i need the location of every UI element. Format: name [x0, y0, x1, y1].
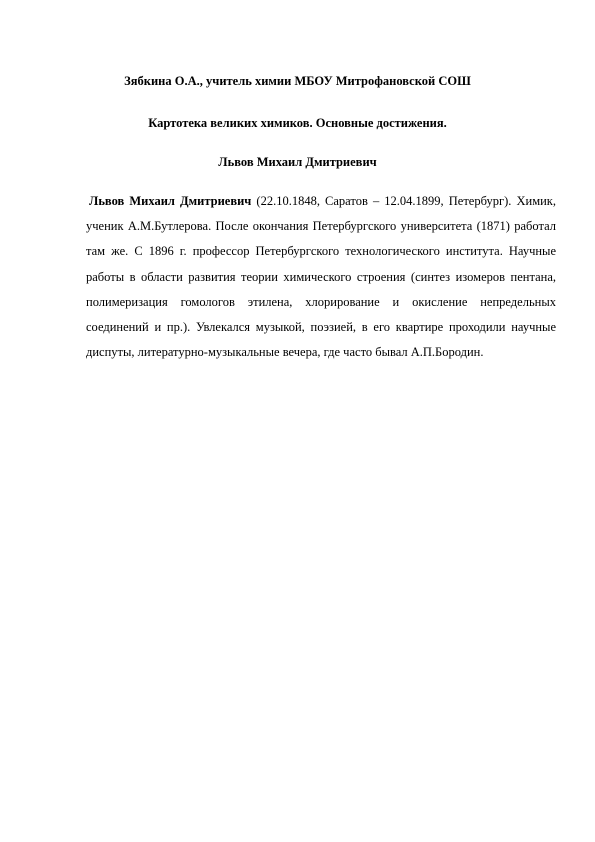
biography-name: Львов Михаил Дмитриевич: [89, 194, 252, 208]
document-title: Картотека великих химиков. Основные достижения.: [148, 116, 447, 130]
biography-paragraph: [86, 189, 556, 365]
biography-text: (22.10.1848, Саратов – 12.04.1899, Петербург). Химик, ученик А.М.Бутлерова. После окончания Петербургского университета (1871) работал там же. С 1896 г. профессор Петербургского технологического института. Научные работы в области развития теории химического строения (синтез изомеров пентана, полимеризация гомологов этилена, хлорирование и окисление непредельных соединений и пр.). Увлекался музыкой, поэзией, в его квартире проходили научные диспуты, литературно-музыкальные вечера, где часто бывал А.П.Бородин.: [86, 194, 556, 360]
person-heading: Львов Михаил Дмитриевич: [218, 155, 377, 169]
author-line: Зябкина О.А., учитель химии МБОУ Митрофановской СОШ: [124, 74, 471, 88]
